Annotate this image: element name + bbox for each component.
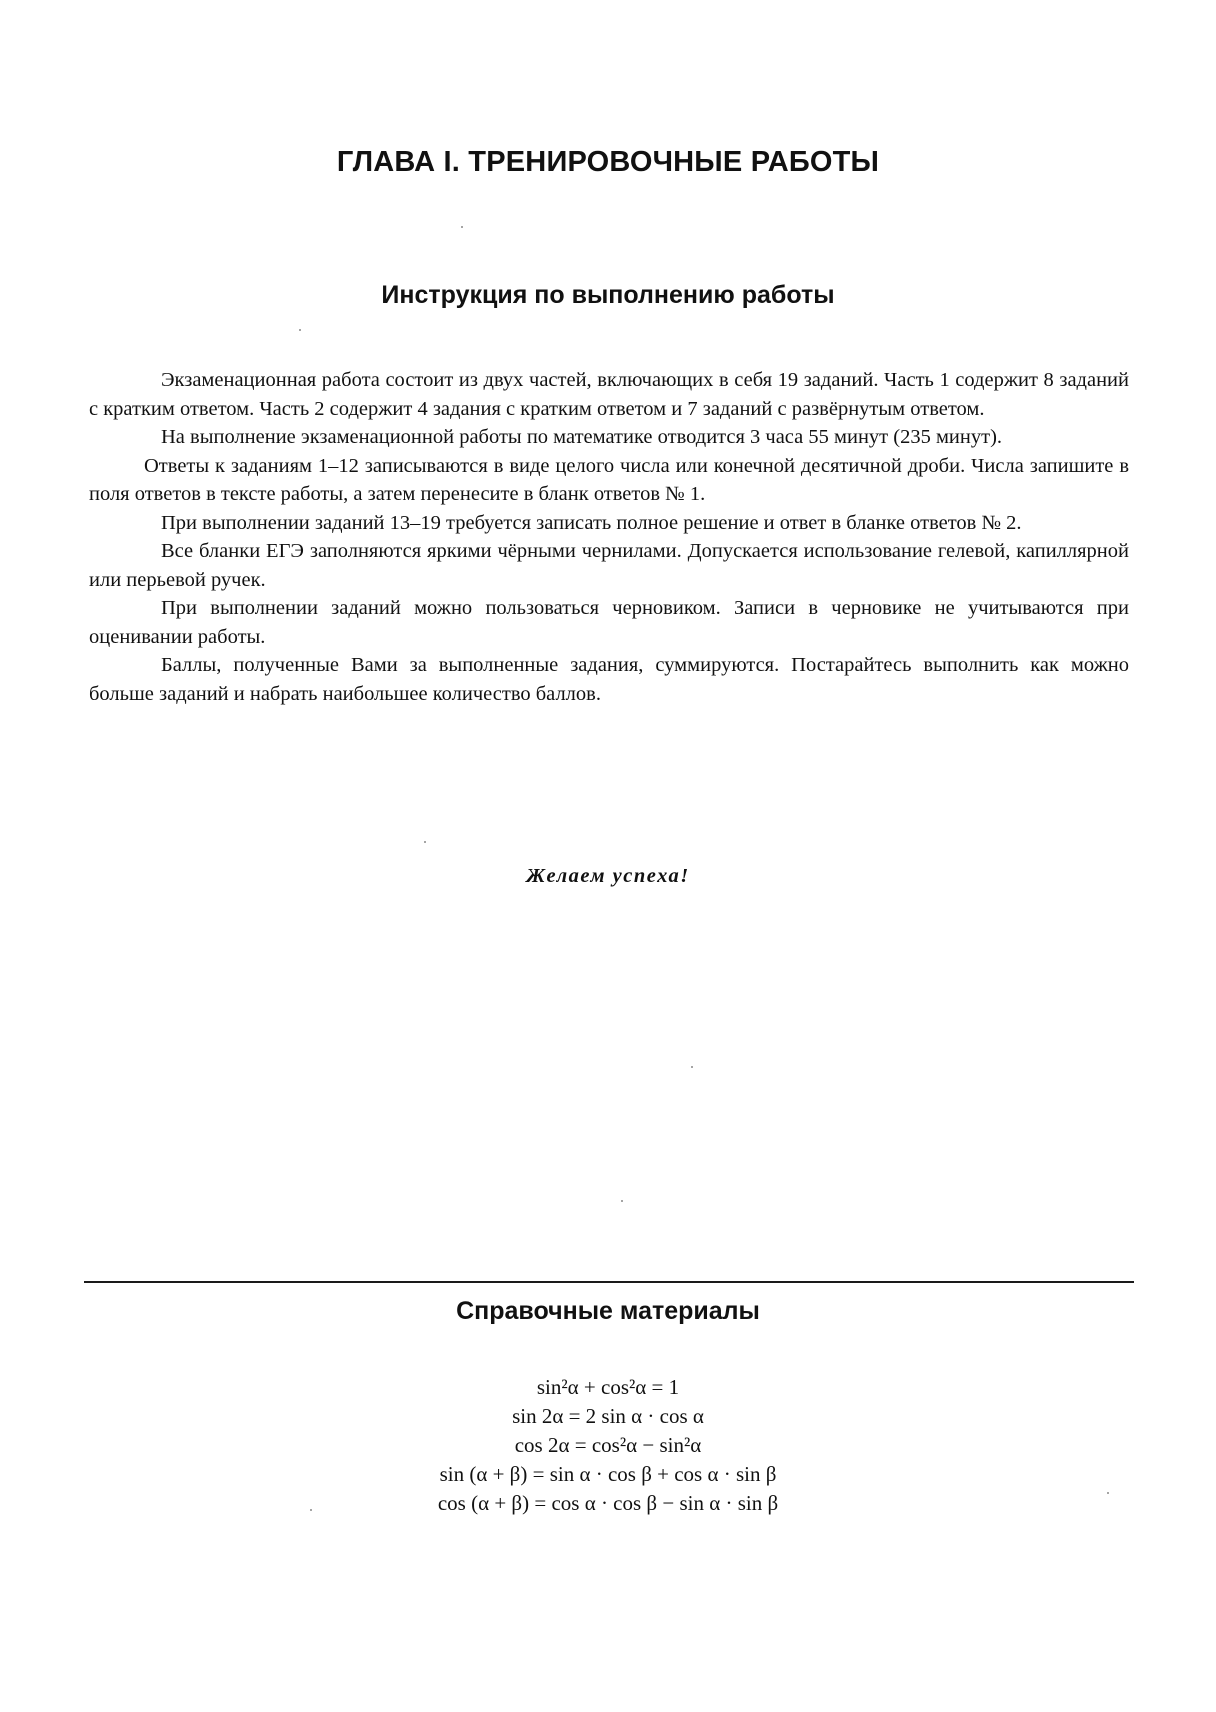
formula-cos-sum: cos (α + β) = cos α · cos β − sin α · sin β	[437, 1491, 779, 1515]
instruction-title: Инструкция по выполнению работы	[381, 281, 835, 309]
scan-speck	[424, 841, 426, 843]
formula-cos-double-angle: cos 2α = cos²α − sin²α	[514, 1433, 702, 1457]
scan-speck	[461, 226, 463, 228]
formula-list	[0, 1373, 1216, 1518]
formula-pythagorean-identity: sin²α + cos²α = 1	[536, 1375, 680, 1399]
instruction-text	[89, 366, 1129, 708]
section-divider	[84, 1281, 1134, 1283]
instruction-paragraph: При выполнении заданий 13–19 требуется записать полное решение и ответ в бланке ответов № 2.	[161, 511, 1022, 534]
scan-speck	[621, 1200, 623, 1202]
instruction-paragraph: Баллы, полученные Вами за выполненные задания, суммируются. Постарайтесь выполнить как можно больше заданий и набрать наибольшее количество баллов.	[89, 654, 1129, 705]
scan-speck	[691, 1066, 693, 1068]
formula-sin-double-angle: sin 2α = 2 sin α · cos α	[512, 1404, 704, 1428]
instruction-paragraph: На выполнение экзаменационной работы по математике отводится 3 часа 55 минут (235 минут).	[161, 426, 1003, 448]
reference-title: Справочные материалы	[456, 1297, 760, 1325]
instruction-paragraph: Ответы к заданиям 1–12 записываются в виде целого числа или конечной десятичной дроби. Числа запишите в поля ответов в тексте работы, а затем перенесите в бланк ответов № 1.	[89, 454, 1129, 505]
instruction-paragraph: Все бланки ЕГЭ заполняются яркими чёрными чернилами. Допускается использование гелевой, капиллярной или перьевой ручек.	[89, 540, 1129, 591]
instruction-paragraph: Экзаменационная работа состоит из двух частей, включающих в себя 19 заданий. Часть 1 содержит 8 заданий с кратким ответом. Часть 2 содержит 4 задания с кратким ответом и 7 заданий с развёрнутым ответом.	[89, 369, 1129, 420]
good-luck-wish: Желаем успеха!	[526, 865, 690, 887]
scan-speck	[1107, 1492, 1109, 1494]
scan-speck	[299, 329, 301, 331]
scan-speck	[310, 1509, 312, 1511]
chapter-title: ГЛАВА I. ТРЕНИРОВОЧНЫЕ РАБОТЫ	[336, 146, 880, 178]
formula-sin-sum: sin (α + β) = sin α · cos β + cos α · sin β	[439, 1462, 777, 1486]
instruction-paragraph: При выполнении заданий можно пользоваться черновиком. Записи в черновике не учитываются при оценивании работы.	[89, 597, 1129, 648]
